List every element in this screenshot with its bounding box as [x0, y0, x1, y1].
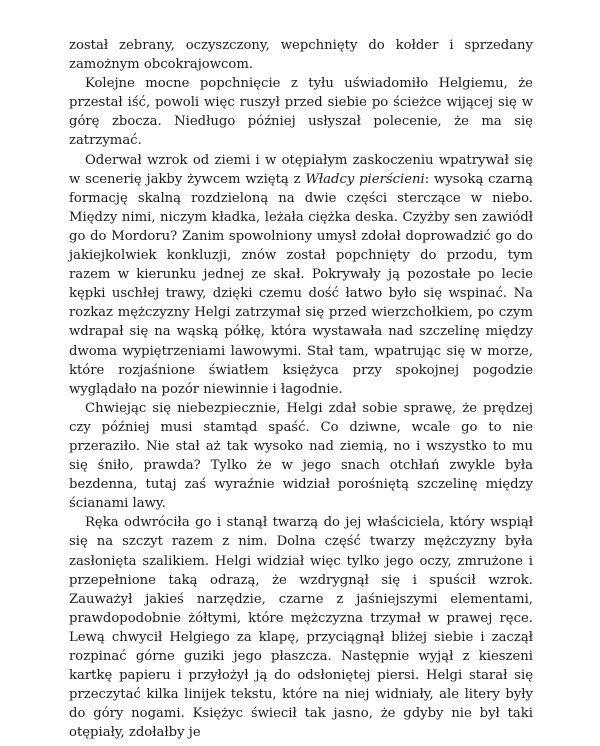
paragraph: [69, 399, 533, 514]
document-page: [69, 36, 533, 742]
paragraph: [69, 36, 533, 74]
paragraph-text: Ręka odwróciła go i stanął twarzą do jej właściciela, który wspiął się na szczyt razem z nim. Dolna część twarzy mężczyzny była zasłonięta szalikiem. Helgi widział więc tylko jego oczy, zmrużone i przepełnione taką odrazą, że wzdrygnął się i spuścił wzrok. Zauważył jakieś narzędzie, czarne z jaśniejszymi elementami, prawdopodobnie żółtymi, które mężczyzna trzymał w prawej ręce. Lewą chwycił Helgiego za klapę, przyciągnął bliżej siebie i zaczął rozpinać górne guziki jego płaszcza. Następnie wyjął z kieszeni kartkę papieru i przyłożył ją do odsłoniętej piersi. Helgi starał się przeczytać kilka linijek tekstu, które na niej widniały, ale litery były do góry nogami. Księżyc świecił tak jasno, że gdyby nie był taki otępiały, zdołałby je: [69, 515, 533, 741]
paragraph: [69, 513, 533, 742]
paragraph-text: : wysoką czarną formację skalną rozdzieloną na dwie części sterczące w niebo. Między nimi, niczym kładka, leżała ciężka deska. Czyżby sen zawiódł go do Mordoru? Zanim spowolniony umysł zdołał doprowadzić go do jakiejkolwiek konkluzji, znów został popchnięty do przodu, tym razem w kierunku jednej ze skał. Pokrywały ją pozostałe po lecie kępki uschłej trawy, dzięki czemu dość łatwo było się wspinać. Na rozkaz mężczyzny Helgi zatrzymał się przed wierzchołkiem, po czym wdrapał się na wąską półkę, która wystawała nad szczelinę między dwoma wypiętrzeniami lawowymi. Stał tam, wpatrując się w morze, które rozjaśnione światłem księżyca przy spokojnej pogodzie wyglądało na pozór niewinnie i łagodnie.: [69, 171, 533, 397]
paragraph-text: Chwiejąc się niebezpiecznie, Helgi zdał sobie sprawę, że prędzej czy później musi stamtąd spaść. Co dziwne, wcale go to nie przeraziło. Nie stał aż tak wysoko nad ziemią, no i wszystko to mu się śniło, prawda? Tylko że w jego snach otchłań zwykle była bezdenna, tutaj zaś wyraźnie widział porośniętą szczelinę między ścianami lawy.: [69, 400, 533, 512]
paragraph-text: Kolejne mocne popchnięcie z tyłu uświadomiło Helgiemu, że przestał iść, powoli więc ruszył przed siebie po ścieżce wijącej się w górę zbocza. Niedługo później usłyszał polecenie, że ma się zatrzymać.: [69, 76, 533, 149]
paragraph: [69, 151, 533, 399]
paragraph-text: Oderwał wzrok od ziemi i w otępiałym zaskoczeniu wpatrywał się w scenerię jakby żywcem wziętą z: [69, 152, 533, 187]
paragraph: [69, 74, 533, 150]
book-title-italic: Władcy pierścieni: [305, 171, 425, 187]
paragraph-text: został zebrany, oczyszczony, wepchnięty do kołder i sprzedany zamożnym obcokrajowcom.: [69, 38, 533, 73]
